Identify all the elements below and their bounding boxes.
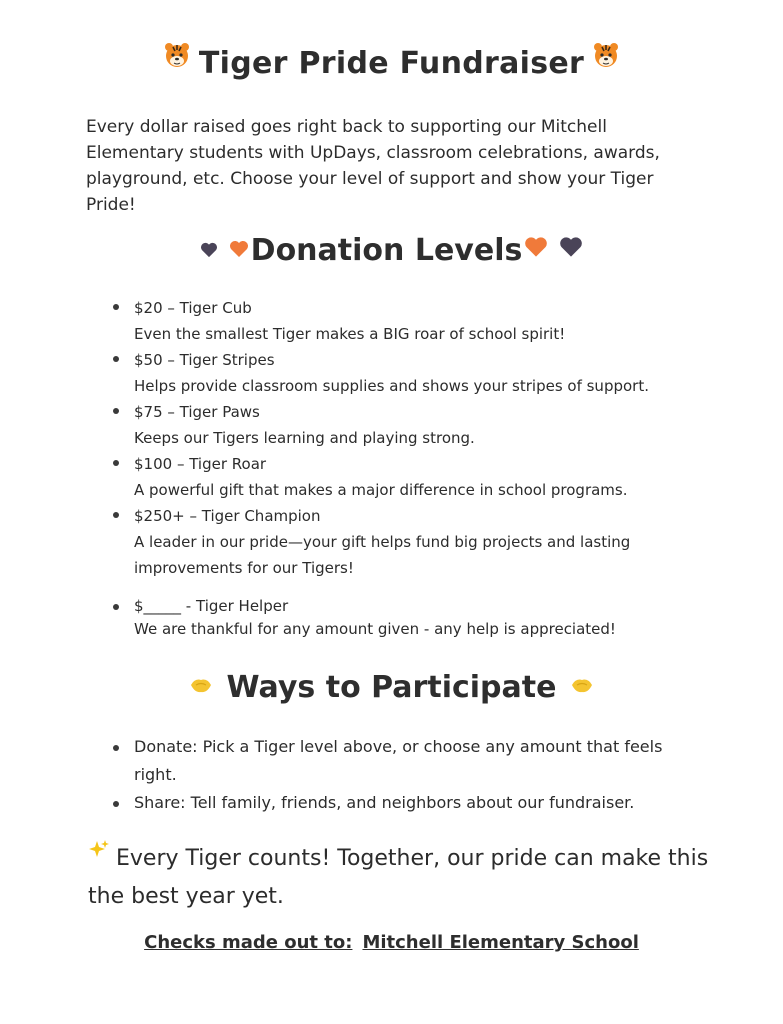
- list-item: Share: Tell family, friends, and neighbors about our fundraiser.: [110, 789, 710, 817]
- list-item: [110, 295, 730, 347]
- tiger-face-icon: [163, 41, 191, 77]
- dark-heart-icon: [200, 231, 218, 266]
- level-description: Even the smallest Tiger makes a BIG roar of school spirit!: [134, 325, 566, 343]
- list-item: [110, 399, 730, 451]
- handshake-icon: [189, 668, 213, 703]
- checks-payable-line: [0, 932, 783, 953]
- checks-payee: Mitchell Elementary School: [362, 932, 639, 953]
- tiger-face-icon: [592, 41, 620, 77]
- level-description: Keeps our Tigers learning and playing strong.: [134, 429, 475, 447]
- handshake-icon: [570, 668, 594, 703]
- closing-message: [88, 840, 728, 916]
- level-title: $_____ - Tiger Helper: [134, 597, 289, 615]
- list-item: [110, 347, 730, 399]
- level-description: A powerful gift that makes a major difference in school programs.: [134, 481, 628, 499]
- donation-levels-list: [110, 295, 730, 641]
- level-title: $50 – Tiger Stripes: [134, 351, 275, 369]
- list-item: Donate: Pick a Tiger level above, or choose any amount that feels right.: [110, 733, 694, 789]
- level-title: $100 – Tiger Roar: [134, 455, 267, 473]
- sparkle-icon: [88, 836, 110, 874]
- page-title: [0, 46, 783, 83]
- orange-heart-icon: [524, 231, 548, 266]
- intro-paragraph: Every dollar raised goes right back to supporting our Mitchell Elementary students with UpDays, classroom celebrations, awards, playground, etc. Choose your level of support and show your Tiger Pride!: [86, 117, 660, 215]
- checks-label: Checks made out to:: [144, 932, 353, 953]
- orange-heart-icon: [229, 231, 249, 266]
- list-item: [110, 595, 730, 641]
- list-item: [110, 503, 730, 581]
- list-item: [110, 451, 730, 503]
- title-text: Tiger Pride Fundraiser: [198, 46, 585, 81]
- ways-list: [110, 733, 710, 817]
- ways-heading-text: Ways to Participate: [226, 670, 557, 705]
- level-title: $250+ – Tiger Champion: [134, 507, 321, 525]
- ways-to-participate-heading: [0, 670, 783, 706]
- level-title: $75 – Tiger Paws: [134, 403, 260, 421]
- closing-text: Every Tiger counts! Together, our pride can make this the best year yet.: [88, 846, 709, 909]
- donation-levels-heading-text: Donation Levels: [250, 233, 523, 268]
- level-description: A leader in our pride—your gift helps fund big projects and lasting improvements for our Tigers!: [134, 533, 631, 577]
- donation-levels-heading: [0, 233, 783, 269]
- level-description: Helps provide classroom supplies and shows your stripes of support.: [134, 377, 649, 395]
- level-description: We are thankful for any amount given - any help is appreciated!: [134, 620, 616, 638]
- dark-heart-icon: [559, 231, 583, 266]
- level-title: $20 – Tiger Cub: [134, 299, 252, 317]
